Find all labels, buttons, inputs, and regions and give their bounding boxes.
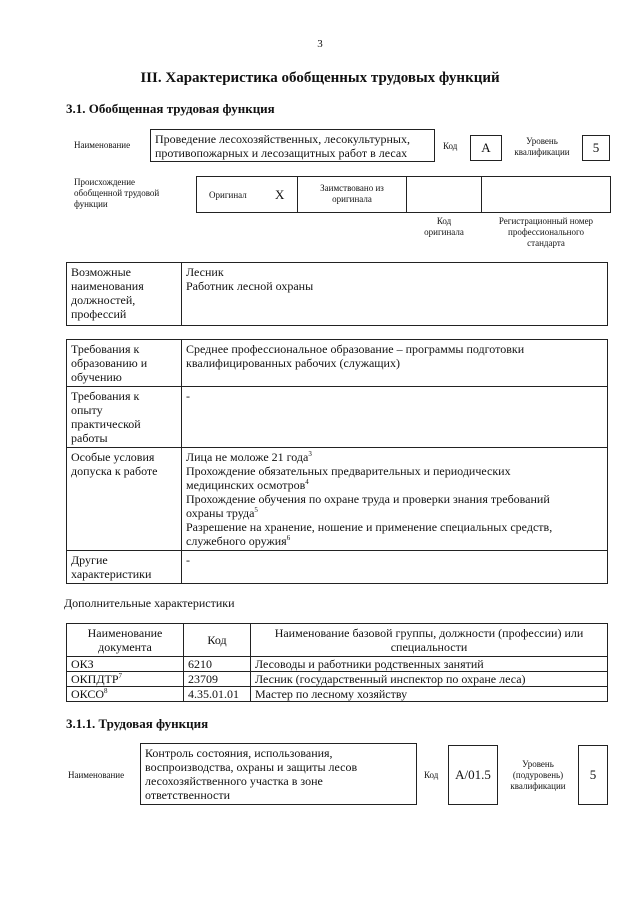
origin-original-cell <box>196 176 298 213</box>
gtf-code-label: Код <box>443 141 458 151</box>
education-label: Требования к образованию и обучению <box>67 340 182 387</box>
gtf-heading: 3.1. Обобщенная трудовая функция <box>66 101 275 116</box>
reg-number-label: Регистрационный номер профессионального стандарта <box>498 216 594 248</box>
additional-heading: Дополнительные характеристики <box>64 596 235 610</box>
table-row: ОКСО$^8$ 4.35.01.01 Мастер по лесному хозяйству <box>67 687 608 702</box>
other-label: Другие характеристики <box>67 551 182 584</box>
tf-level-value: 5 <box>578 745 608 805</box>
footnote-ref: 6 <box>286 534 291 542</box>
other-value: - <box>182 551 608 584</box>
tf-level-label: Уровень (подуровень) квалификации <box>510 759 566 791</box>
positions-label: Возможные наименования должностей, профессий <box>67 263 182 326</box>
special-item: Разрешение на хранение, ношение и применение специальных средств, служебного оружия$^6$ <box>186 520 553 548</box>
gtf-origin-label: Происхождение обобщенной трудовой функции <box>74 177 160 209</box>
gtf-level-label: Уровень квалификации <box>514 136 570 157</box>
code-original-label: Код оригинала <box>424 216 464 237</box>
tf-name-label: Наименование <box>68 770 125 780</box>
table-row: ОКЗ 6210 Лесоводы и работники родственных занятий <box>67 657 608 672</box>
code-original-cell <box>406 176 482 213</box>
requirements-table <box>66 339 608 584</box>
page-number: 3 <box>317 38 323 50</box>
experience-label: Требования к опыту практической работы <box>67 387 182 448</box>
table-row: ОКПДТР$^7$ 23709 Лесник (государственный инспектор по охране леса) <box>67 672 608 687</box>
experience-value: - <box>182 387 608 448</box>
positions-value: Лесник Работник лесной охраны <box>182 263 608 326</box>
section-title: III. Характеристика обобщенных трудовых функций <box>140 70 500 86</box>
footnote-ref: 3 <box>308 450 312 458</box>
education-value: Среднее профессиональное образование – программы подготовки квалифицированных рабочих (служащих) <box>182 340 608 387</box>
special-conditions <box>182 448 608 551</box>
gtf-name-label: Наименование <box>74 140 131 150</box>
borrowed-label: Заимствовано из оригинала <box>297 176 407 213</box>
gtf-name-value: Проведение лесохозяйственных, лесокультурных, противопожарных и лесозащитных работ в лесах <box>150 129 435 162</box>
tf-name-value: Контроль состояния, использования, воспроизводства, охраны и защиты лесов лесохозяйственного участка в зоне ответственности <box>140 743 417 805</box>
tf-code-label: Код <box>424 770 439 780</box>
special-label: Особые условия допуска к работе <box>67 448 182 551</box>
header-code: Код <box>184 624 251 657</box>
gtf-level-value: 5 <box>582 135 610 161</box>
tf-heading: 3.1.1. Трудовая функция <box>66 716 209 731</box>
reg-number-cell <box>481 176 611 213</box>
gtf-code-value: А <box>470 135 502 161</box>
additional-table <box>66 623 608 702</box>
special-item: Лица не моложе 21 года$^3$ <box>186 450 312 464</box>
footnote-ref: 5 <box>254 506 258 514</box>
header-document: Наименование документа <box>67 624 184 657</box>
positions-table <box>66 262 608 326</box>
header-group-name: Наименование базовой группы, должности (профессии) или специальности <box>251 624 608 657</box>
original-mark: X <box>275 187 285 202</box>
special-item: Прохождение обязательных предварительных и периодических медицинских осмотров$^4$ <box>186 464 511 492</box>
special-item: Прохождение обучения по охране труда и проверки знания требований охраны труда$^5$ <box>186 492 550 520</box>
original-label: Оригинал <box>209 190 247 200</box>
footnote-ref: 4 <box>305 478 309 486</box>
tf-code-value: A/01.5 <box>448 745 498 805</box>
